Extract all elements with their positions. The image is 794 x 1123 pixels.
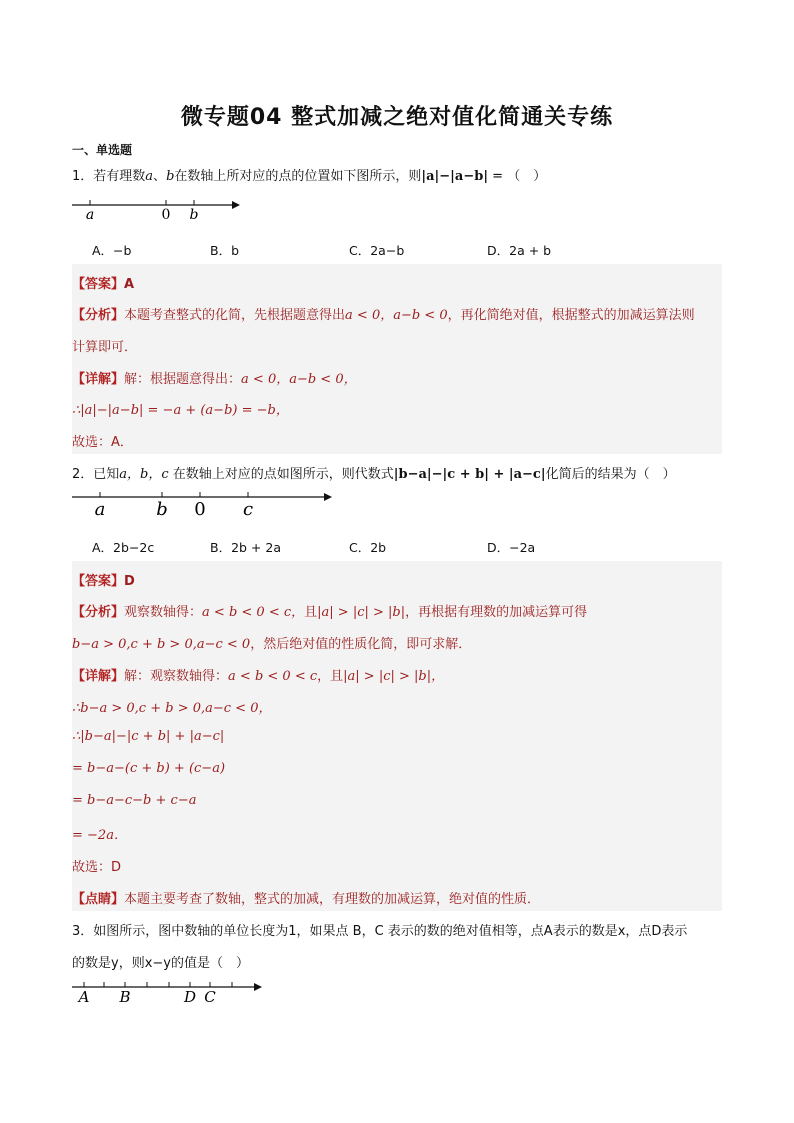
page-title: 微专题04 整式加减之绝对值化简通关专练: [180, 105, 614, 130]
q3-axis-label-c: C: [204, 988, 216, 1006]
q2-option-b[interactable]: B．2b + 2a: [210, 540, 281, 555]
q3-axis-label-b: B: [119, 988, 131, 1006]
q1-analysis-cont: 计算即可．: [72, 340, 138, 355]
q2-detail: 【详解】解：观察数轴得：a < b < 0 < c，且|a| > |c| > |b|，: [72, 669, 445, 684]
q2-option-a[interactable]: A．2b−2c: [92, 540, 155, 555]
q3-axis-label-d: D: [183, 988, 197, 1006]
q2-detail-step-4: = b−a−c−b + c−a: [72, 793, 197, 808]
q2-option-c[interactable]: C．2b: [349, 540, 387, 555]
q1-option-b[interactable]: B．b: [210, 243, 240, 258]
q1-axis-label-a: a: [85, 207, 95, 223]
q2-detail-step-3: = b−a−(c + b) + (c−a): [72, 761, 226, 776]
q1-answer: 【答案】A: [72, 277, 135, 292]
q1-solution-panel: [72, 264, 722, 454]
question-2-stem: 2．已知a，b，c 在数轴上对应的点如图所示，则代数式|b−a|−|c + b| + |a−c|化简后的结果为（ ）: [72, 467, 676, 482]
section-heading: 一、单选题: [72, 143, 133, 157]
q2-axis-label-0: 0: [194, 499, 206, 520]
q3-axis-label-a: A: [78, 988, 90, 1006]
question-1-stem: 1．若有理数a、b在数轴上所对应的点的位置如下图所示，则|a|−|a−b| = （ ）: [72, 169, 547, 184]
q1-option-a[interactable]: A．−b: [92, 243, 132, 258]
q2-detail-step-5: = −2a．: [72, 828, 127, 843]
q1-option-c[interactable]: C．2a−b: [349, 243, 405, 258]
q2-analysis-cont: b−a > 0,c + b > 0,a−c < 0，然后绝对值的性质化简，即可求解．: [72, 637, 472, 652]
q2-answer: 【答案】D: [72, 574, 135, 589]
q1-detail: 【详解】解：根据题意得出：a < 0，a−b < 0，: [72, 372, 357, 387]
q1-option-d[interactable]: D．2a + b: [487, 243, 552, 258]
q1-analysis: 【分析】本题考查整式的化简，先根据题意得出a < 0，a−b < 0，再化简绝对值，根据整式的加减运算法则: [72, 308, 695, 323]
q2-detail-step-2: ∴|b−a|−|c + b| + |a−c|: [72, 729, 225, 744]
q2-detail-step-1: ∴b−a > 0,c + b > 0,a−c < 0，: [72, 701, 272, 716]
q1-number-line: [72, 196, 242, 226]
q1-conclusion: 故选：A．: [72, 435, 133, 450]
question-3-stem: 3．如图所示，图中数轴的单位长度为1，如果点 B，C 表示的数的绝对值相等，点A表示的数是x，点D表示: [72, 924, 688, 939]
q2-option-d[interactable]: D．−2a: [487, 540, 536, 555]
question-3-stem-cont: 的数是y，则x−y的值是（ ）: [72, 956, 249, 971]
q2-conclusion: 故选：D: [72, 860, 122, 875]
q2-analysis: 【分析】观察数轴得：a < b < 0 < c，且|a| > |c| > |b|，再根据有理数的加减运算可得: [72, 605, 588, 620]
q3-number-line: [72, 982, 272, 1012]
q2-axis-label-b: b: [156, 499, 168, 520]
q2-number-line: [72, 488, 342, 522]
q2-axis-label-a: a: [94, 499, 106, 520]
q2-comment: 【点睛】本题主要考查了数轴，整式的加减，有理数的加减运算，绝对值的性质．: [72, 892, 541, 907]
q2-axis-label-c: c: [242, 499, 254, 520]
q1-axis-label-b: b: [189, 207, 199, 223]
q1-detail-step: ∴|a|−|a−b| = −a + (a−b) = −b，: [72, 403, 289, 418]
q1-axis-label-0: 0: [161, 207, 171, 223]
